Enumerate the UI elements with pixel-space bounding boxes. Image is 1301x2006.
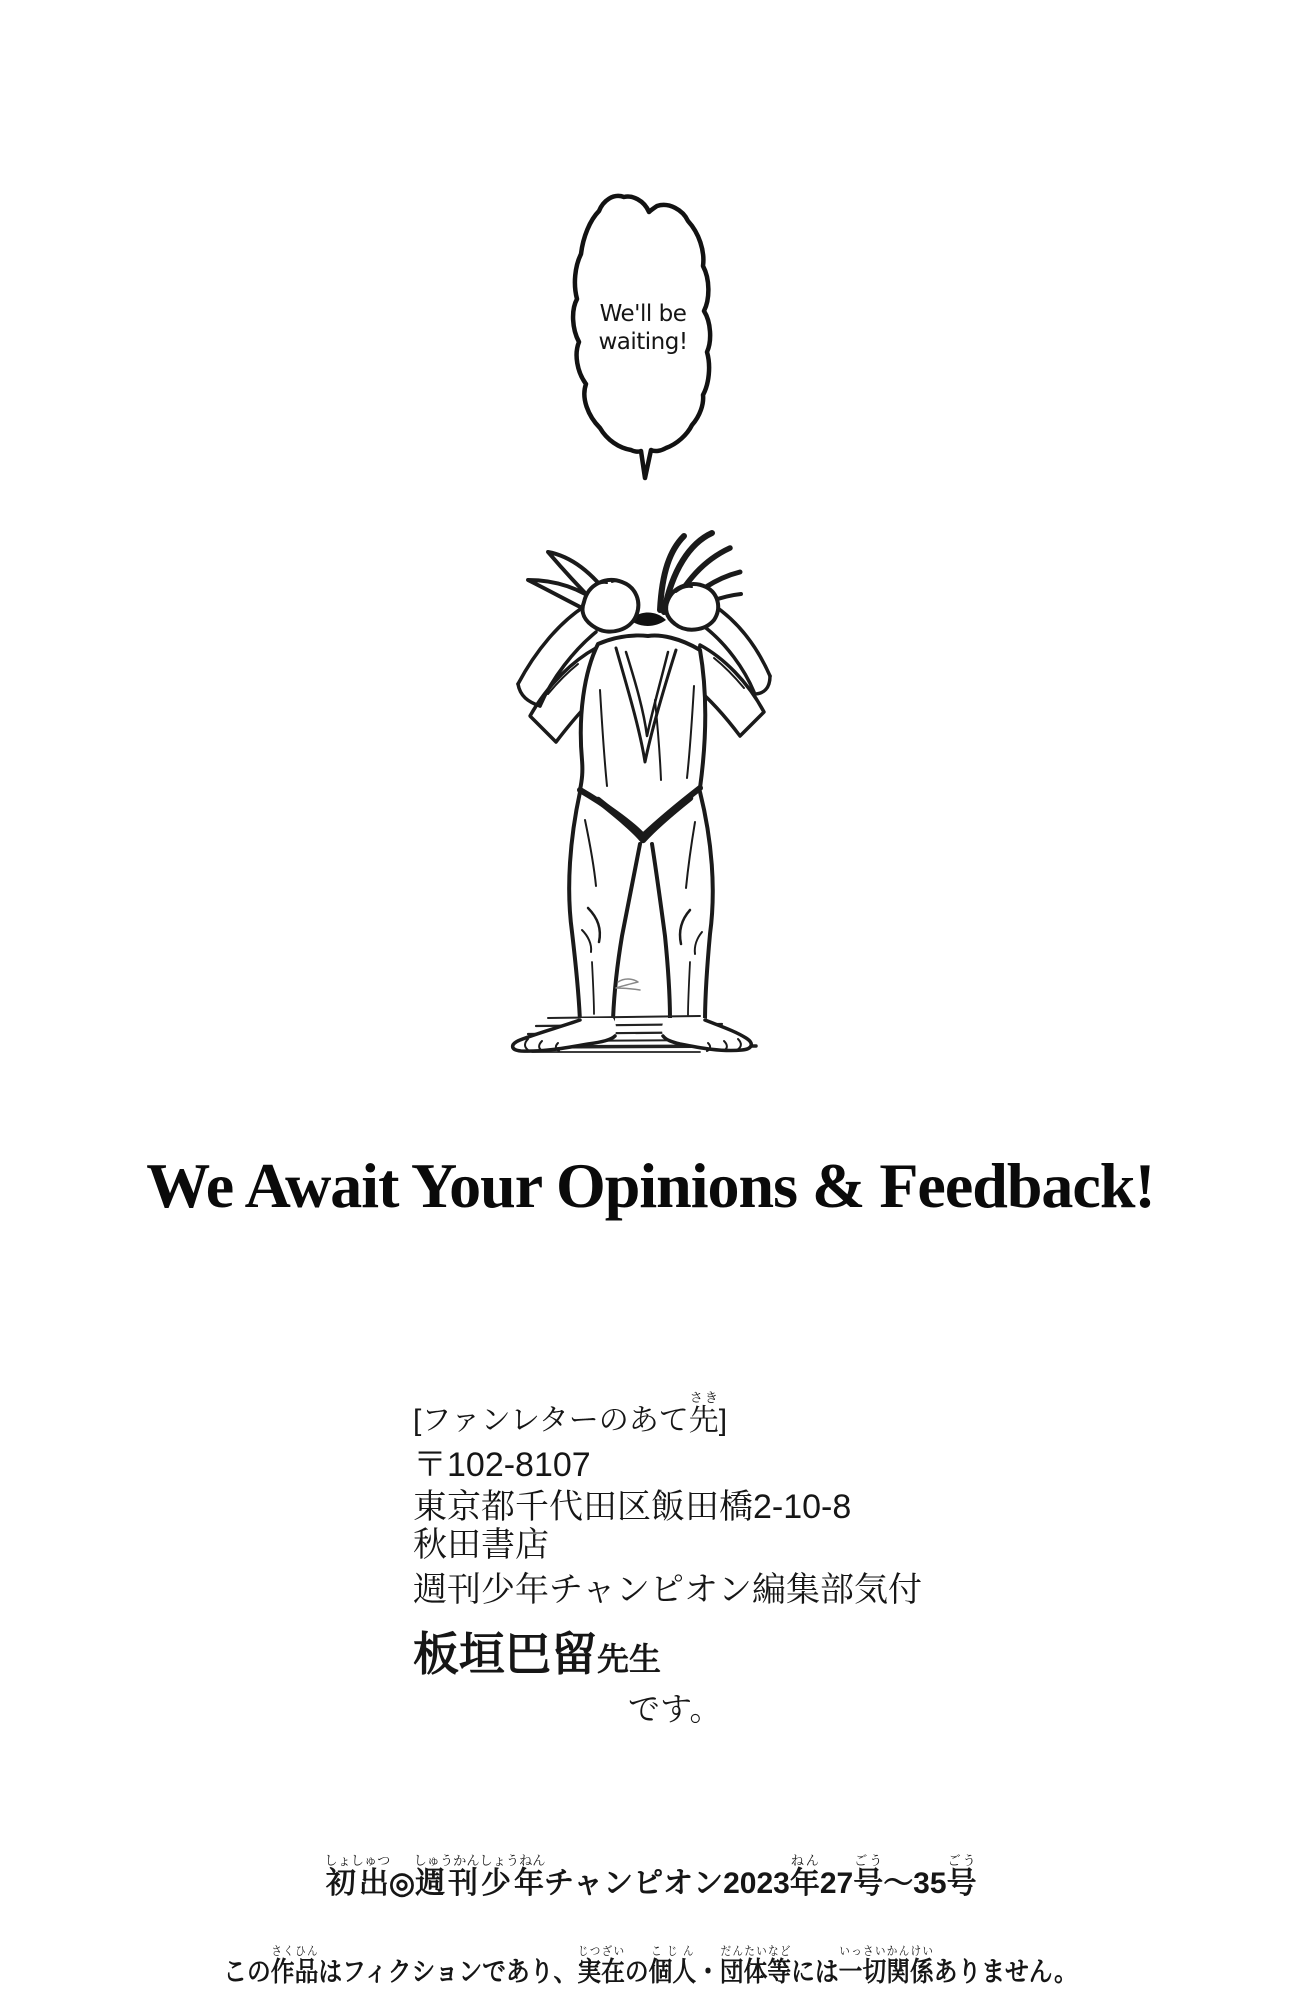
speech-bubble-text	[574, 301, 712, 356]
fiction-disclaimer: この作品さくひんはフィクションであり、実在じつざいの個人こじん・団体等だんたいなどには一切関係いっさいかんけいありません。	[223, 1944, 1078, 1987]
editorial-department: 週刊少年チャンピオン編集部気付	[413, 1571, 922, 1609]
speech-bubble-line-1: We'll be	[599, 301, 687, 327]
postal-code: 〒102-8107	[413, 1446, 591, 1484]
publisher-name: 秋田書店	[413, 1526, 549, 1564]
fan-letter-address-header: [ファンレターのあて先さき]	[413, 1390, 728, 1437]
author-honorific: 先生	[597, 1641, 662, 1677]
street-address: 東京都千代田区飯田橋2-10-8	[413, 1488, 852, 1526]
speech-bubble-line-2: waiting!	[598, 328, 688, 355]
first-publication-note: 初出しょしゅつ◎週刊少年しゅうかんしょうねんチャンピオン2023年ねん27号ごう～35号ごう	[324, 1853, 977, 1900]
author-line	[413, 1628, 662, 1680]
character-figure	[513, 533, 770, 1052]
address-closing: です。	[628, 1691, 722, 1727]
feedback-headline: We Await Your Opinions & Feedback!	[146, 1150, 1155, 1221]
author-name: 板垣巴留	[413, 1628, 597, 1680]
